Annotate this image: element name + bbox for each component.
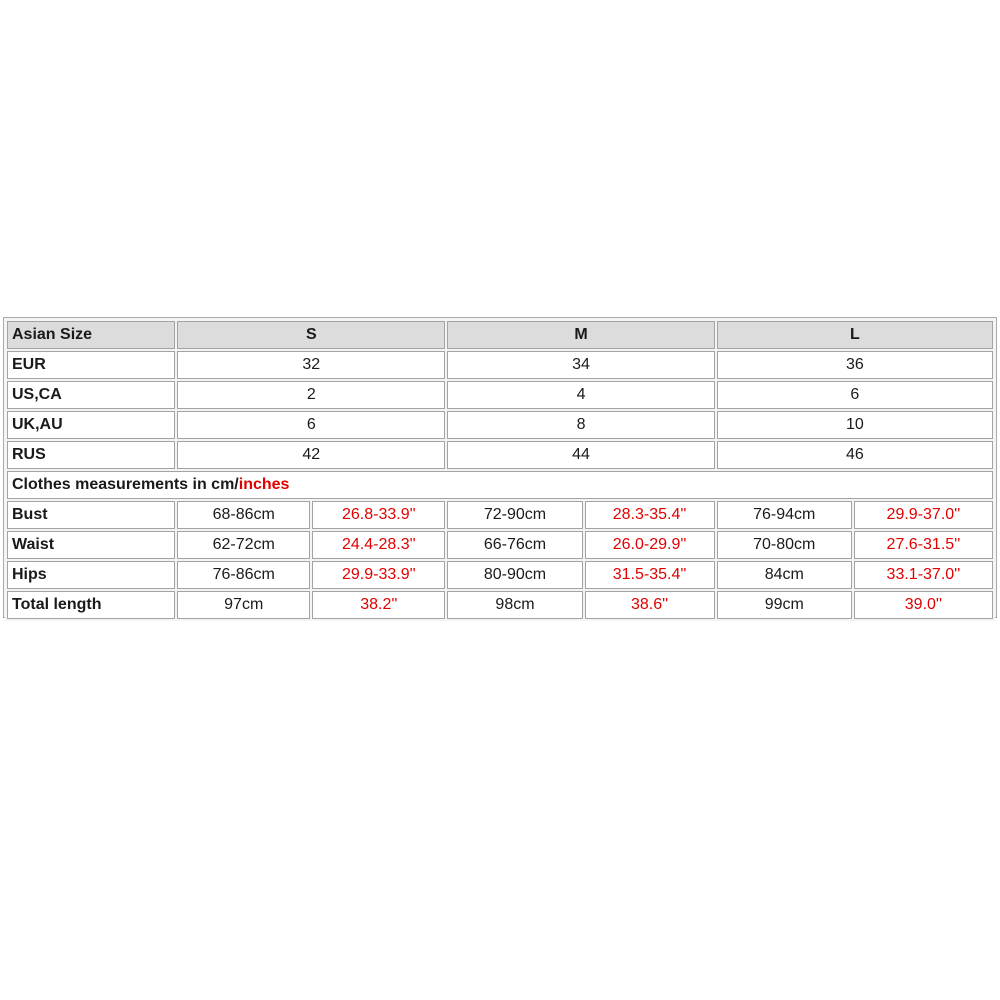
table-cell: 36 (717, 351, 993, 379)
table-row (7, 591, 993, 619)
section-highlight: inches (238, 476, 290, 493)
table-cell-cm: 84cm (717, 561, 852, 589)
table-cell: 42 (177, 441, 445, 469)
table-cell-inches: 27.6-31.5'' (854, 531, 993, 559)
section-row (7, 471, 993, 499)
row-label: EUR (7, 351, 175, 379)
table-cell: 6 (177, 411, 445, 439)
table-cell: 44 (447, 441, 714, 469)
table-row (7, 351, 993, 379)
table-cell-cm: 99cm (717, 591, 852, 619)
table-cell-inches: 24.4-28.3'' (312, 531, 445, 559)
size-l-header: L (717, 321, 993, 349)
row-label: US,CA (7, 381, 175, 409)
row-label: UK,AU (7, 411, 175, 439)
table-cell-cm: 97cm (177, 591, 310, 619)
row-label: Bust (7, 501, 175, 529)
table-cell-cm: 98cm (447, 591, 582, 619)
table-row (7, 501, 993, 529)
size-s-header: S (177, 321, 445, 349)
table-cell: 46 (717, 441, 993, 469)
table-cell-inches: 31.5-35.4'' (585, 561, 715, 589)
table-cell: 34 (447, 351, 714, 379)
table-row (7, 411, 993, 439)
row-label: Total length (7, 591, 175, 619)
table-cell-inches: 39.0'' (854, 591, 993, 619)
table-cell-inches: 38.6'' (585, 591, 715, 619)
table-cell-inches: 38.2'' (312, 591, 445, 619)
table-cell-inches: 33.1-37.0'' (854, 561, 993, 589)
size-chart (3, 317, 997, 618)
table-row (7, 381, 993, 409)
table-cell-inches: 26.0-29.9'' (585, 531, 715, 559)
table-cell-inches: 29.9-37.0'' (854, 501, 993, 529)
table-cell-cm: 72-90cm (447, 501, 582, 529)
table-cell: 2 (177, 381, 445, 409)
table-cell: 8 (447, 411, 714, 439)
table-cell-cm: 80-90cm (447, 561, 582, 589)
table-cell-inches: 29.9-33.9'' (312, 561, 445, 589)
row-label: Waist (7, 531, 175, 559)
table-cell: 6 (717, 381, 993, 409)
table-cell: 32 (177, 351, 445, 379)
table-cell-inches: 28.3-35.4'' (585, 501, 715, 529)
table-row (7, 441, 993, 469)
table-cell-inches: 26.8-33.9'' (312, 501, 445, 529)
size-m-header: M (447, 321, 714, 349)
table-row (7, 561, 993, 589)
table-cell: 4 (447, 381, 714, 409)
table-cell-cm: 68-86cm (177, 501, 310, 529)
size-table (5, 319, 995, 621)
table-cell-cm: 62-72cm (177, 531, 310, 559)
table-row (7, 531, 993, 559)
section-heading (7, 471, 993, 499)
table-cell-cm: 70-80cm (717, 531, 852, 559)
header-label: Asian Size (7, 321, 175, 349)
table-cell-cm: 66-76cm (447, 531, 582, 559)
row-label: RUS (7, 441, 175, 469)
section-prefix: Clothes measurements in cm/ (12, 476, 239, 493)
table-cell-cm: 76-94cm (717, 501, 852, 529)
row-label: Hips (7, 561, 175, 589)
table-cell-cm: 76-86cm (177, 561, 310, 589)
header-row (7, 321, 993, 349)
table-cell: 10 (717, 411, 993, 439)
